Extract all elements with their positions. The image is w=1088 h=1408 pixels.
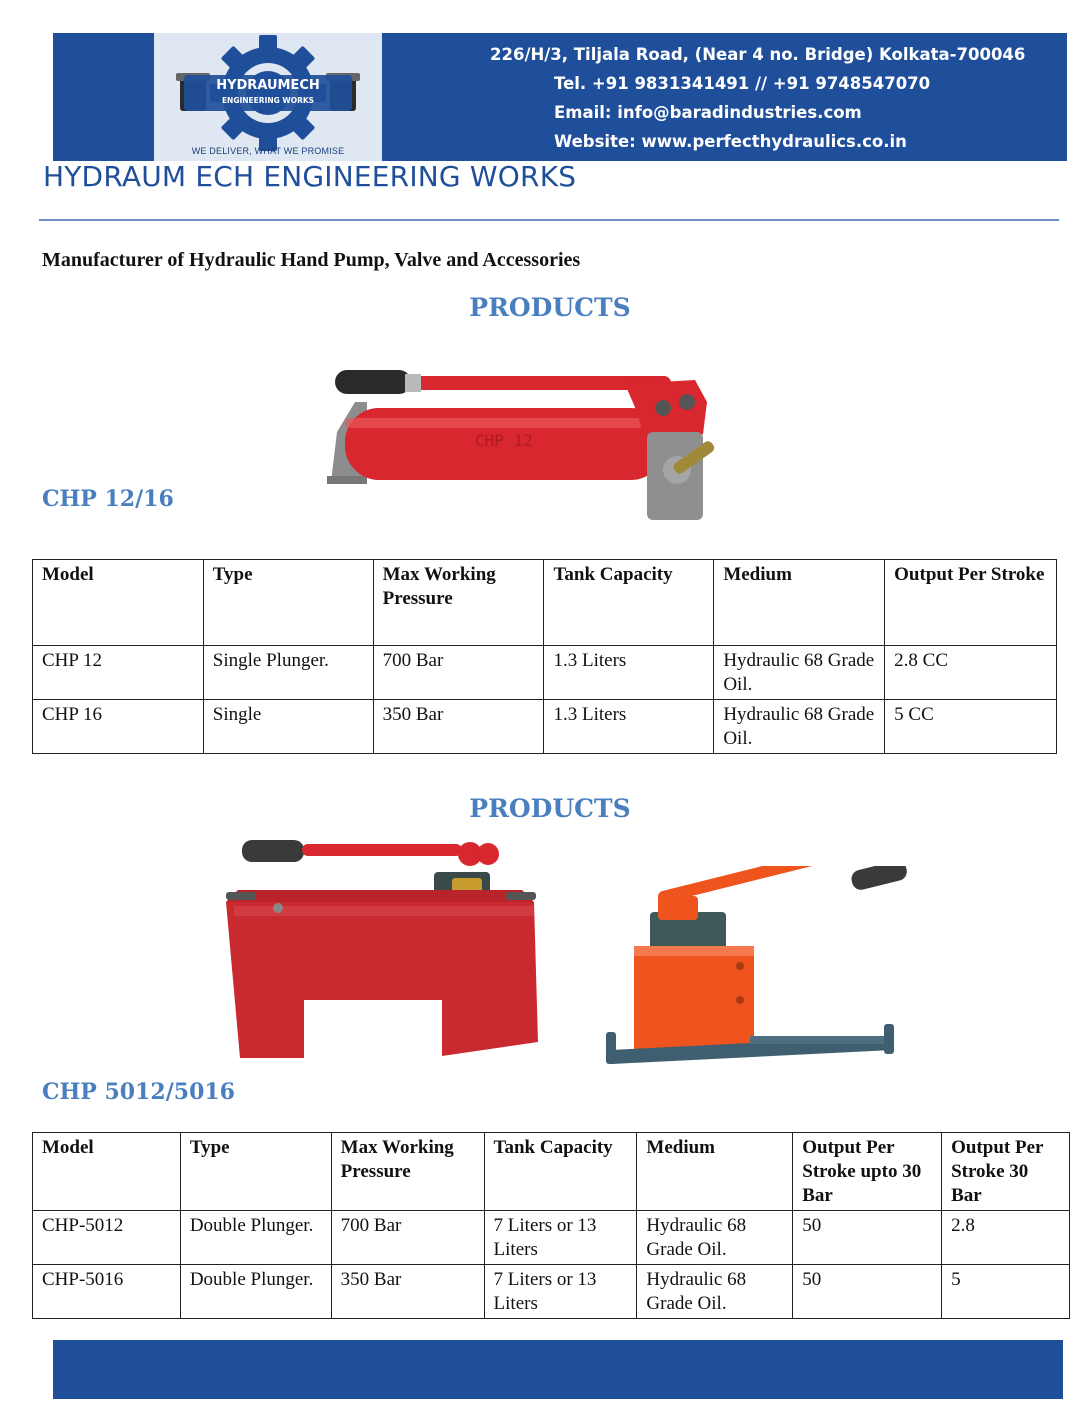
footer-bar — [53, 1340, 1063, 1399]
company-tagline: Manufacturer of Hydraulic Hand Pump, Valve and Accessories — [42, 249, 581, 271]
table-cell: CHP 16 — [33, 700, 204, 754]
table-cell: Single — [203, 700, 373, 754]
table-cell: Double Plunger. — [180, 1211, 331, 1265]
table-header-row — [33, 1133, 1070, 1211]
model-heading-chp-12-16: CHP 12/16 — [42, 486, 174, 512]
table-cell: CHP 12 — [33, 646, 204, 700]
logo-name: HYDRAUMECH — [216, 78, 320, 93]
table-row — [33, 1211, 1070, 1265]
company-logo — [154, 33, 382, 161]
table-cell: 1.3 Liters — [544, 700, 714, 754]
model-heading-chp-5012-5016: CHP 5012/5016 — [42, 1079, 235, 1105]
email-link[interactable]: Email: info@baradindustries.com — [554, 103, 862, 122]
table-cell: 5 CC — [885, 700, 1057, 754]
table-cell: 2.8 CC — [885, 646, 1057, 700]
header-cell: Model — [33, 1133, 181, 1211]
header-cell: Output Per Stroke upto 30 Bar — [793, 1133, 942, 1211]
table-row — [33, 700, 1057, 754]
table-cell: Hydraulic 68 Grade Oil. — [637, 1211, 793, 1265]
table-cell: CHP-5012 — [33, 1211, 181, 1265]
header-cell: Tank Capacity — [484, 1133, 637, 1211]
phone-text: Tel. +91 9831341491 // +91 9748547070 — [554, 74, 931, 93]
table-cell: 700 Bar — [331, 1211, 484, 1265]
table-cell: 700 Bar — [373, 646, 544, 700]
header-cell: Model — [33, 560, 204, 646]
header-cell: Max Working Pressure — [373, 560, 544, 646]
table-cell: 5 — [942, 1265, 1070, 1319]
header-cell: Output Per Stroke — [885, 560, 1057, 646]
header-cell: Type — [180, 1133, 331, 1211]
company-title: HYDRAUM ECH ENGINEERING WORKS — [43, 160, 577, 193]
table-cell: 350 Bar — [373, 700, 544, 754]
table-cell: 7 Liters or 13 Liters — [484, 1265, 637, 1319]
table-row — [33, 646, 1057, 700]
table-cell: 7 Liters or 13 Liters — [484, 1211, 637, 1265]
chp-5016-pump-image — [600, 866, 910, 1076]
table-cell: 1.3 Liters — [544, 646, 714, 700]
header-cell: Medium — [637, 1133, 793, 1211]
chp-12-pump-image — [325, 362, 725, 524]
table-row — [33, 1265, 1070, 1319]
logo-tagline: WE DELIVER, WHAT WE PROMISE — [191, 146, 345, 156]
products-heading-2: PRODUCTS — [469, 794, 631, 823]
header-cell: Max Working Pressure — [331, 1133, 484, 1211]
website-link[interactable]: Website: www.perfecthydraulics.co.in — [554, 132, 907, 151]
table-cell: Single Plunger. — [203, 646, 373, 700]
table-cell: Hydraulic 68 Grade Oil. — [714, 646, 885, 700]
table-cell: Double Plunger. — [180, 1265, 331, 1319]
header-cell: Type — [203, 560, 373, 646]
table-cell: 2.8 — [942, 1211, 1070, 1265]
header-cell: Tank Capacity — [544, 560, 714, 646]
table-cell: Hydraulic 68 Grade Oil. — [637, 1265, 793, 1319]
address-text: 226/H/3, Tiljala Road, (Near 4 no. Bridge) Kolkata-700046 — [490, 45, 1026, 64]
table-cell: CHP-5016 — [33, 1265, 181, 1319]
header-banner — [53, 33, 1067, 161]
spec-table-chp-12-16 — [32, 559, 1057, 754]
table-cell: Hydraulic 68 Grade Oil. — [714, 700, 885, 754]
pump-model-label: CHP 12 — [475, 431, 533, 450]
chp-5012-pump-image — [216, 832, 546, 1064]
logo-subtitle: ENGINEERING WORKS — [221, 96, 315, 105]
title-divider — [39, 219, 1059, 221]
table-header-row — [33, 560, 1057, 646]
header-cell: Medium — [714, 560, 885, 646]
header-cell: Output Per Stroke 30 Bar — [942, 1133, 1070, 1211]
spec-table-chp-5012-5016 — [32, 1132, 1070, 1319]
table-cell: 350 Bar — [331, 1265, 484, 1319]
table-cell: 50 — [793, 1265, 942, 1319]
products-heading-1: PRODUCTS — [469, 293, 631, 322]
table-cell: 50 — [793, 1211, 942, 1265]
